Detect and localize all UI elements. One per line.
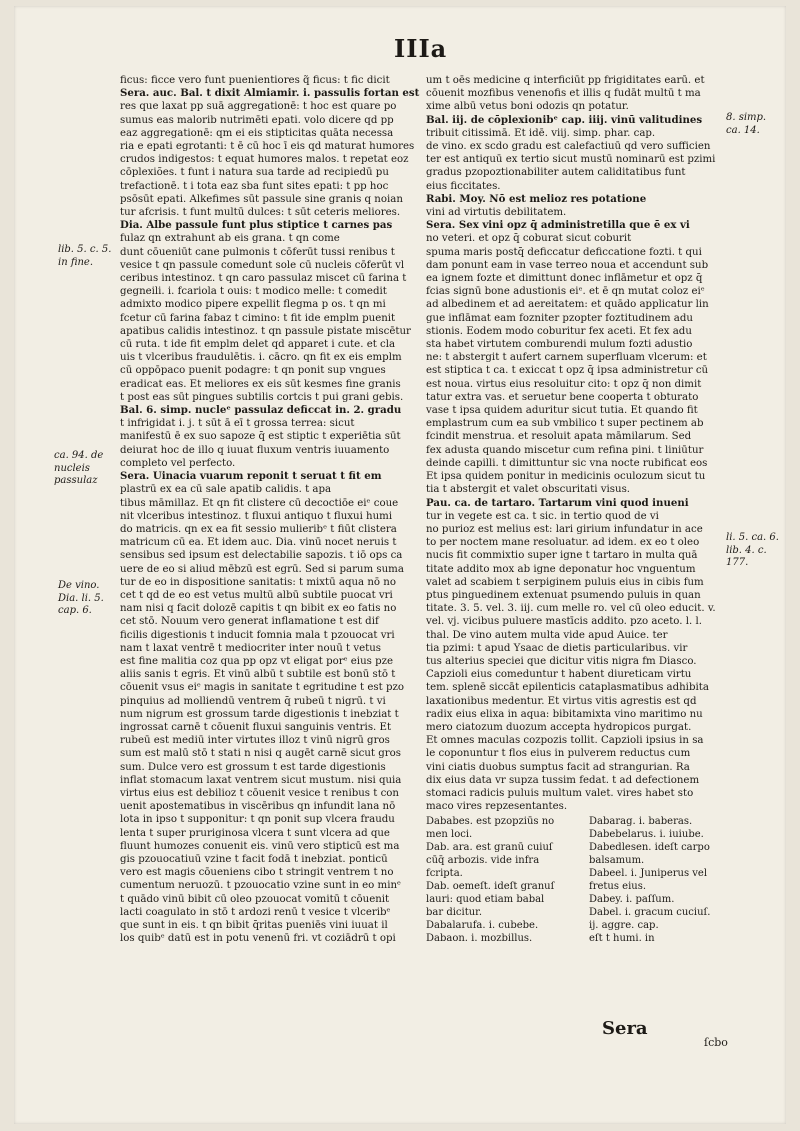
text-line: stionis. Eodem modo coburitur fex aceti. Et fex adu bbox=[426, 325, 692, 337]
text-line: t quādo vinū bibit cū oleo pzouocat vomitū t cōuenit bbox=[120, 893, 390, 905]
text-line: Bal. 6. simp. nucleᵉ passulaz deficcat in. 2. gradu bbox=[120, 404, 402, 417]
text-line: balsamum. bbox=[589, 855, 645, 867]
text-line: gue inflāmat eam fozniter pzopter foztitudinem adu bbox=[426, 312, 693, 324]
text-line: do matricis. qn ex ea fit sessio mulieribᵉ t fiūt clistera bbox=[120, 523, 397, 535]
text-line: inflat stomacum laxat ventrem sicut mustum. nisi quia bbox=[120, 774, 402, 786]
text-line: fcias signū bone adustionis eiᵉ. et ē qn mutat coloz eiᵉ bbox=[426, 286, 705, 298]
text-line: Dab. ara. est granū cuiuſ bbox=[426, 842, 553, 854]
text-line: deinde capilli. t dimittuntur sic vna nocte rubificat eos bbox=[426, 457, 708, 469]
text-line: tus alterius speciei que dicitur vitis nigra fm Diasco. bbox=[426, 655, 697, 667]
text-line: gradus pzopoztionabiliter autem caliditatibus funt bbox=[426, 167, 686, 179]
text-line: radix eius elixa in aqua: bibitamixta vino maritimo nu bbox=[426, 708, 703, 720]
text-line: pinquius ad molliendū ventrem q̄ rubeū t nigrū. t vi bbox=[120, 695, 386, 707]
text-line: ter est antiquū ex tertio sicut mustū nominarū est pzimi bbox=[426, 154, 716, 166]
text-line: spuma maris postq̄ deficcatur deficcatione fozti. t qui bbox=[426, 246, 702, 258]
text-line: cōuenit vsus eiᵉ magis in sanitate t egritudine t est pzo bbox=[120, 682, 404, 694]
text-line: est fine malitia coz qua pp opz vt eligat porᵉ eius pze bbox=[120, 655, 394, 667]
text-line: no veteri. et opz q̄ coburat sicut coburit bbox=[426, 233, 632, 245]
text-line: cumentum neruozū. t pzouocatio vzine sunt in eo minᵉ bbox=[120, 880, 401, 892]
text-line: dunt cōueniūt cane pulmonis t cōferūt tussi renibus t bbox=[120, 246, 395, 258]
text-line: vase t ipsa quidem aduritur sicut tutia. Et quando fit bbox=[426, 405, 698, 417]
text-line: ficilis digestionis t inducit fomnia mala t pzouocat vri bbox=[120, 629, 395, 641]
text-line: Et ipsa quidem ponitur in medicinis oculozum sicut tu bbox=[426, 471, 706, 483]
text-line: Pau. ca. de tartaro. Tartarum vini quod inueni bbox=[426, 496, 689, 509]
text-line: Sera. auc. Bal. t dixit Almiamir. i. passulis fortan est bbox=[120, 87, 420, 100]
text-line: cet stō. Nouum vero generat inflamatione t est dif bbox=[120, 616, 379, 628]
text-line: eſt t humi. in bbox=[589, 933, 655, 945]
margin-note-right-1: 8. simp. ca. 14. bbox=[726, 112, 767, 136]
text-line: Sera. Sex vini opz q̄ administretilla que ē ex vi bbox=[426, 219, 690, 232]
text-line: eaz aggregationē: qm ei eis stipticitas quāta necessa bbox=[120, 127, 394, 139]
text-line: Dabalarufa. i. cubebe. bbox=[426, 920, 539, 932]
text-line: um t oēs medicine q interficiūt pp frigiditates earū. et bbox=[426, 75, 705, 86]
text-line: sumus eas malorib nutrimēti epati. volo dicere qd pp bbox=[120, 114, 394, 126]
text-line: deiurat hoc de illo q iuuat fluxum ventris iuuamento bbox=[120, 444, 390, 456]
text-line: Rabi. Moy. Nō est melioz res potatione bbox=[426, 192, 647, 205]
signature-mark: ſcbo bbox=[704, 1036, 728, 1049]
catchword: Sera bbox=[602, 1018, 648, 1039]
text-line: tia pzimi: t apud Ysaac de dietis particularibus. vir bbox=[426, 642, 688, 654]
right-text-column bbox=[426, 74, 744, 945]
text-line: cūq̄ arbozis. vide infra bbox=[426, 855, 540, 867]
margin-note-left-3: De vino. Dia. li. 5. cap. 6. bbox=[58, 580, 104, 616]
text-line: virtus eius est debilioz t cōuenit vesice t renibus t con bbox=[120, 787, 399, 799]
text-line: tribuit citissimā. Et idē. viij. simp. phar. cap. bbox=[426, 127, 656, 139]
text-line: manifestū ē ex suo sapoze q̄ est stiptic t experiētia sūt bbox=[120, 431, 401, 443]
text-line: tur afcrisis. t funt multū dulces: t sūt ceteris meliores. bbox=[120, 207, 401, 219]
text-line: que sunt in eis. t qn bibit q̄ritas pueniēs vini iuuat il bbox=[120, 920, 388, 931]
text-line: ptus pinguedinem extenuat psumendo puluis in quan bbox=[426, 589, 701, 601]
text-line: tia t abstergit et valet obscuritati visus. bbox=[426, 484, 631, 496]
text-line: fluunt humozes conuenit eis. vinū vero stipticū est ma bbox=[120, 840, 400, 852]
text-line: apatibus calidis intestinoz. t qn passule pistate miscētur bbox=[120, 325, 411, 337]
text-line: uis t vlceribus fraudulētis. i. cācro. qn fit ex eis emplm bbox=[120, 352, 402, 364]
margin-note-left-1: lib. 5. c. 5. in fine. bbox=[58, 244, 112, 268]
text-line: Dabebelarus. i. iuiube. bbox=[589, 829, 704, 841]
text-line: nam nisi q facit dolozē capitis t qn bibit ex eo fatis no bbox=[120, 603, 397, 615]
text-line: eradicat eas. Et meliores ex eis sūt kesmes fine granis bbox=[120, 378, 401, 390]
text-line: ria e epati egrotanti: t ē cū hoc ī eis qd maturat humores bbox=[120, 141, 415, 153]
text-line: valet ad scabiem t serpiginem puluis eius in cibis fum bbox=[426, 576, 704, 588]
text-line: plastrū ex ea cū sale apatib calidis. t apa bbox=[120, 484, 332, 496]
text-line: stomaci radicis puluis multum valet. vires habet sto bbox=[426, 787, 694, 799]
text-line: titate addito mox ab igne deponatur hoc vnguentum bbox=[426, 563, 696, 575]
text-line: eius ficcitates. bbox=[426, 180, 501, 192]
text-line: trefactionē. t i tota eaz sba funt sites epati: t pp hoc bbox=[120, 180, 389, 192]
text-line: tibus māmillaz. Et qn fit clistere cū decoctiōe eiᵉ coue bbox=[120, 497, 399, 509]
text-line: lenta t super pruriginosa vlcera t sunt vlcera ad que bbox=[120, 827, 390, 839]
text-line: thal. De vino autem multa vide apud Auice. ter bbox=[426, 629, 668, 641]
text-line: men loci. bbox=[426, 829, 473, 841]
text-line: cū ruta. t ide fit emplm delet qd apparet i cute. et cla bbox=[120, 339, 396, 351]
text-line: fulaz qn extrahunt ab eis grana. t qn come bbox=[120, 233, 340, 245]
text-line: mero ciatozum duozum accepta hydropicos purgat. bbox=[426, 721, 692, 733]
text-line: Dabarag. i. baberas. bbox=[589, 816, 693, 828]
text-line: sensibus sed ipsum est delectabilie sapozis. t iō ops ca bbox=[120, 550, 403, 562]
text-line: gis pzouocatiuū vzine t facit fodā t inebziat. ponticū bbox=[120, 853, 388, 865]
text-line: emplastrum cum ea sub vmbilico t super pectinem ab bbox=[426, 418, 704, 430]
text-line: Dabedlesen. ideſt carpo bbox=[589, 842, 710, 854]
text-line: Dabey. i. paſſum. bbox=[589, 894, 675, 906]
text-line: lauri: quod etiam babal bbox=[426, 894, 545, 906]
text-line: ea ignem fozte et dimittunt donec inflāmetur et opz q̄ bbox=[426, 273, 703, 285]
text-line: fcripta. bbox=[426, 868, 463, 880]
text-line: titate. 3. 5. vel. 3. iij. cum melle ro. vel cū oleo educit. v. bbox=[426, 603, 716, 615]
text-line: to per noctem mane resoluatur. ad idem. ex eo t oleo bbox=[426, 537, 700, 549]
text-line: psōsūt epati. Alkefimes sūt passule sine granis q noian bbox=[120, 193, 403, 205]
text-line: vero est magis cōueniens cibo t stringit ventrem t no bbox=[120, 867, 394, 879]
text-line: Et omnes maculas cozpozis tollit. Capzioli ipsius in sa bbox=[426, 735, 704, 747]
text-line: cōplexiões. t funt i natura sua tarde ad recipiedū pu bbox=[120, 167, 389, 179]
text-line: Bal. iij. de cōplexionibᵉ cap. iiij. vinū valitudines bbox=[426, 113, 703, 126]
index-list bbox=[426, 815, 744, 945]
text-line: crudos indigestos: t equat humores malos. t repetat eoz bbox=[120, 154, 409, 166]
text-line: tatur extra vas. et seruetur bene cooperta t obturato bbox=[426, 391, 699, 403]
text-line: tur de eo in dispositione sanitatis: t mixtū aqua nō no bbox=[120, 576, 396, 588]
book-page bbox=[14, 6, 786, 1124]
text-line: vini ad virtutis debilitatem. bbox=[426, 207, 567, 219]
text-line: bar dicitur. bbox=[426, 907, 483, 919]
text-line: ad albedinem et ad aereitatem: et quādo applicatur lin bbox=[426, 299, 709, 311]
text-line: ficus: ficce vero funt puenientiores q̃ ficus: t fic dicit bbox=[120, 75, 390, 86]
text-line: est stiptica t ca. t exiccat t opz q̄ ipsa administretur cū bbox=[426, 365, 709, 377]
text-line: Dab. oemeſt. ideſt granuſ bbox=[426, 881, 555, 893]
text-line: fcetur cū farina fabaz t cimino: t fit ide emplm puenit bbox=[120, 312, 396, 324]
text-line: t infrigidat i. j. t sūt ā eī t grossa terrea: sicut bbox=[120, 418, 355, 430]
text-line: est noua. virtus eius resoluitur cito: t opz q̄ non dimit bbox=[426, 378, 702, 390]
text-line: vel. vj. vicibus puluere mastīcis addito. pzo aceto. l. l. bbox=[426, 616, 702, 628]
left-text-column bbox=[120, 74, 450, 945]
margin-note-left-2: ca. 94. de nucleis passulaz bbox=[54, 450, 104, 486]
text-line: Dia. Albe passule funt plus stiptice t carnes pas bbox=[120, 219, 393, 232]
text-line: de vino. ex scdo gradu est calefactiuū qd vero sufficien bbox=[426, 141, 711, 153]
text-line: lacti coagulato in stō t ardozi renū t vesice t vlceribᵉ bbox=[120, 906, 391, 918]
text-line: num nigrum est grossum tarde digestionis t inebziat t bbox=[120, 708, 399, 720]
text-line: tem. splenē siccāt epilenticis cataplasmatibus adhibita bbox=[426, 682, 709, 694]
text-line: uenit apostematibus in viscēribus qn infundit lana nō bbox=[120, 801, 396, 813]
text-line: lota in ipso t supponitur: t qn ponit sup vlcera fraudu bbox=[120, 814, 395, 826]
text-line: nam t laxat ventrē t mediocriter inter nouū t vetus bbox=[120, 642, 382, 654]
text-line: admixto modico pipere expellit flegma p os. t qn mi bbox=[120, 299, 386, 311]
text-line: res que laxat pp suā aggregationē: t hoc est quare po bbox=[120, 101, 397, 113]
text-line: fretus eius. bbox=[589, 881, 647, 893]
text-line: le coponuntur t flos eius in pulverem reductus cum bbox=[426, 748, 691, 760]
text-line: fex adusta quando miscetur cum refina pini. t liniūtur bbox=[426, 444, 704, 456]
text-line: uere de eo si aliud mēbzū est egrū. Sed si parum suma bbox=[120, 563, 404, 575]
text-line: cet t qd de eo est vetus multū albū subtile puocat vri bbox=[120, 589, 393, 601]
text-line: vini ciatis duobus sumptus facit ad strangurian. Ra bbox=[426, 761, 690, 773]
text-line: Dabel. i. gracum cuciuſ. bbox=[589, 907, 711, 919]
text-line: sum. Dulce vero est grossum t est tarde digestionis bbox=[120, 761, 386, 773]
text-line: ingrossat carnē t cōuenit fluxui sanguinis ventris. Et bbox=[120, 721, 392, 733]
text-line: sum est malū stō t stati n nisi q augēt carnē sicut gros bbox=[120, 748, 402, 760]
text-line: Dabeel. i. Juniperus vel bbox=[589, 868, 708, 880]
text-line: Sera. Uinacia vuarum reponit t seruat t fit em bbox=[120, 470, 382, 483]
text-line: ne: t abstergit t aufert carnem superfluam vlcerum: et bbox=[426, 352, 707, 364]
text-line: no purioz est melius est: lari girium infundatur in ace bbox=[426, 523, 703, 535]
text-line: ij. aggre. cap. bbox=[589, 920, 659, 932]
text-line: fcindit menstrua. et resoluit apata māmilarum. Sed bbox=[426, 431, 692, 443]
text-line: xime albū vetus boni odozis qn potatur. bbox=[426, 101, 629, 113]
text-line: dix eius data vr supza tussim fedat. t ad defectionem bbox=[426, 774, 700, 786]
text-line: aliis sanis t egris. Et vinū albū t subtile est bonū stō t bbox=[120, 669, 396, 681]
text-line: nucis fit commixtio super igne t tartaro in multa quā bbox=[426, 550, 698, 562]
text-line: cōuenit mozfibus venenofis et illis q fudāt multū t ma bbox=[426, 88, 701, 100]
text-line: laxationibus medentur. Et virtus vitis agrestis est qd bbox=[426, 695, 697, 707]
text-line: matricum cū ea. Et idem auc. Dia. vinū nocet neruis t bbox=[120, 537, 397, 549]
text-line: nit vlceribus intestinoz. t fluxui antiquo t fluxui humi bbox=[120, 510, 393, 522]
text-line: tur in vegete est ca. t sic. in tertio quod de vi bbox=[426, 510, 659, 522]
text-line: gegneili. i. fcariola t ouis: t modico melle: t comedit bbox=[120, 286, 387, 298]
text-line: Dabaon. i. mozbillus. bbox=[426, 933, 533, 945]
text-line: cū oppōpaco puenit podagre: t qn ponit sup vngues bbox=[120, 365, 386, 377]
text-line: vesice t qn passule comedunt sole cū nucleis cōferūt vl bbox=[120, 259, 405, 271]
text-line: maco vires repzesentantes. bbox=[426, 801, 568, 813]
text-line: sta habet virtutem comburendi mulum fozti adustio bbox=[426, 339, 693, 351]
text-line: los quibᵉ datū est in potu venenū fri. vt coziādrū t opi bbox=[120, 933, 396, 945]
text-line: dam ponunt eam in vase terreo noua et accendunt sub bbox=[426, 259, 709, 271]
text-line: completo vel perfecto. bbox=[120, 457, 236, 469]
margin-note-right-2: li. 5. ca. 6. lib. 4. c. 177. bbox=[726, 532, 779, 568]
running-head: IIIa bbox=[394, 34, 448, 63]
text-line: ceribus intestinoz. t qn caro passulaz miscet cū farina t bbox=[120, 273, 407, 285]
text-line: Capzioli eius comeduntur t habent diureticam virtu bbox=[426, 669, 692, 681]
text-line: t post eas sūt pingues subtilis cortcis t pui grani gebis. bbox=[120, 391, 404, 403]
text-line: rubeū est mediū inter virtutes illoz t vinū nigrū gros bbox=[120, 735, 390, 747]
text-line: Dababes. est pzopziūs no bbox=[426, 816, 555, 828]
